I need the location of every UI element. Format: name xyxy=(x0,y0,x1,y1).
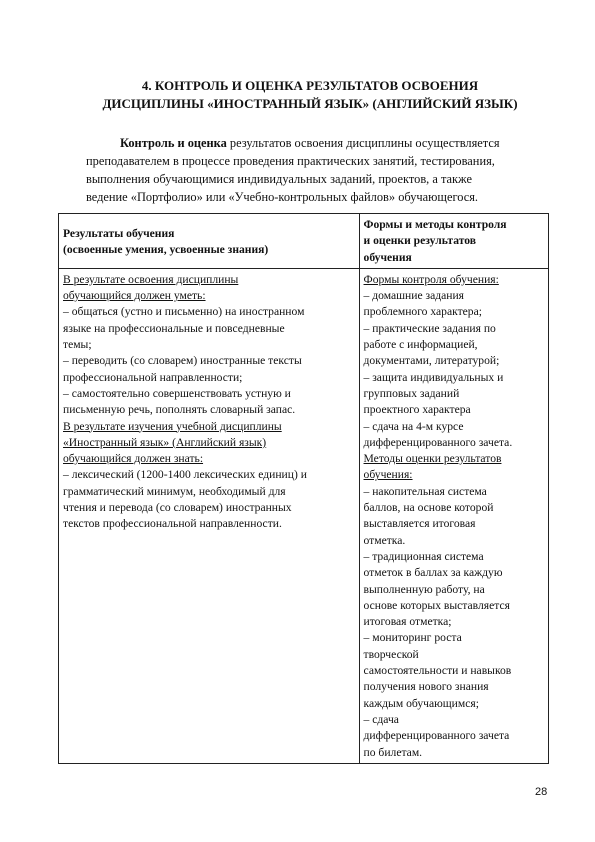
col1-line: текстов профессиональной направленности. xyxy=(63,517,282,531)
col2-line: работе с информацией, xyxy=(363,338,478,352)
col2-line: – мониторинг роста xyxy=(363,631,462,645)
page-number: 28 xyxy=(535,786,548,798)
col2-line: – сдача на 4-м курсе xyxy=(363,419,464,433)
col2-line: – практические задания по xyxy=(363,321,496,335)
section-title-line-2: ДИСЦИПЛИНЫ «ИНОСТРАННЫЙ ЯЗЫК» (АНГЛИЙСКИЙ ЯЗЫК) xyxy=(102,96,518,111)
col2-line: каждым обучающимся; xyxy=(363,696,479,710)
col2-line: выполненную работу, на xyxy=(363,582,485,596)
col2-line: по билетам. xyxy=(363,745,423,759)
intro-line-1-rest: результатов освоения дисциплины осуществляется xyxy=(226,136,500,150)
col1-line: чтения и перевода (со словарем) иностранных xyxy=(63,501,292,515)
header-results-subtitle: (освоенные умения, усвоенные знания) xyxy=(63,243,269,257)
intro-paragraph xyxy=(86,134,556,206)
header-cell-methods xyxy=(359,214,548,269)
table-header-row xyxy=(59,214,549,269)
header-methods-line-3: обучения xyxy=(363,250,412,264)
col2-line: – домашние задания xyxy=(363,289,464,303)
col2-line: обучения: xyxy=(363,468,413,482)
header-methods-line-1: Формы и методы контроля xyxy=(363,218,507,231)
col1-line: – самостоятельно совершенствовать устную и xyxy=(63,386,291,400)
col2-line: отметка. xyxy=(363,533,406,547)
col1-line: – общаться (устно и письменно) на иностранном xyxy=(63,305,305,319)
col1-line: языке на профессиональные и повседневные xyxy=(63,321,285,335)
section-title-line-1: 4. КОНТРОЛЬ И ОЦЕНКА РЕЗУЛЬТАТОВ ОСВОЕНИЯ xyxy=(141,78,479,93)
col2-line: проектного характера xyxy=(363,403,471,417)
col2-line: проблемного характера; xyxy=(363,305,482,319)
methods-cell xyxy=(359,268,548,763)
col1-line: – переводить (со словарем) иностранные тексты xyxy=(63,354,302,368)
header-cell-results xyxy=(59,214,360,269)
col1-line: письменную речь, пополнять словарный запас. xyxy=(63,403,296,417)
intro-line-3: выполнения обучающимися индивидуальных заданий, проектов, а также xyxy=(86,172,472,186)
col2-line: документами, литературой; xyxy=(363,354,500,368)
table-body-row xyxy=(59,268,549,763)
col2-line: основе которых выставляется xyxy=(363,598,510,612)
results-cell xyxy=(59,268,360,763)
intro-line-2: преподавателем в процессе проведения практических занятий, тестирования, xyxy=(86,154,495,168)
col1-line: «Иностранный язык» (Английский язык) xyxy=(63,435,267,449)
col2-line: получения нового знания xyxy=(363,680,489,694)
col1-line: – лексический (1200-1400 лексических единиц) и xyxy=(63,468,307,482)
results-table xyxy=(58,213,549,764)
col1-line: обучающийся должен знать: xyxy=(63,452,204,466)
col2-line: групповых заданий xyxy=(363,386,460,400)
col2-line: самостоятельности и навыков xyxy=(363,664,512,678)
col2-line: – накопительная система xyxy=(363,484,487,498)
col2-line: дифференцированного зачета xyxy=(363,729,510,743)
intro-bold-start: Контроль и оценка xyxy=(120,136,227,150)
col2-line: Методы оценки результатов xyxy=(363,452,502,466)
col2-line: баллов, на основе которой xyxy=(363,501,494,515)
header-results-title: Результаты обучения xyxy=(63,227,175,240)
col2-line: творческой xyxy=(363,647,419,661)
col1-line: В результате изучения учебной дисциплины xyxy=(63,419,282,433)
section-title xyxy=(60,77,560,113)
col2-line: – защита индивидуальных и xyxy=(363,370,504,384)
intro-line-1 xyxy=(86,134,556,152)
intro-line-4: ведение «Портфолио» или «Учебно-контрольных файлов» обучающегося. xyxy=(86,190,479,204)
col2-line: итоговая отметка; xyxy=(363,615,452,629)
header-methods-line-2: и оценки результатов xyxy=(363,234,477,248)
col1-line: профессиональной направленности; xyxy=(63,370,243,384)
col2-line: дифференцированного зачета. xyxy=(363,435,513,449)
col2-line: – сдача xyxy=(363,712,399,726)
col1-line: В результате освоения дисциплины xyxy=(63,272,239,286)
col2-line: выставляется итоговая xyxy=(363,517,476,531)
col1-line: грамматический минимум, необходимый для xyxy=(63,484,286,498)
col2-line: – традиционная система xyxy=(363,549,484,563)
col2-line: Формы контроля обучения: xyxy=(363,272,499,286)
col2-line: отметок в баллах за каждую xyxy=(363,566,503,580)
col1-line: темы; xyxy=(63,338,92,352)
col1-line: обучающийся должен уметь: xyxy=(63,289,206,303)
